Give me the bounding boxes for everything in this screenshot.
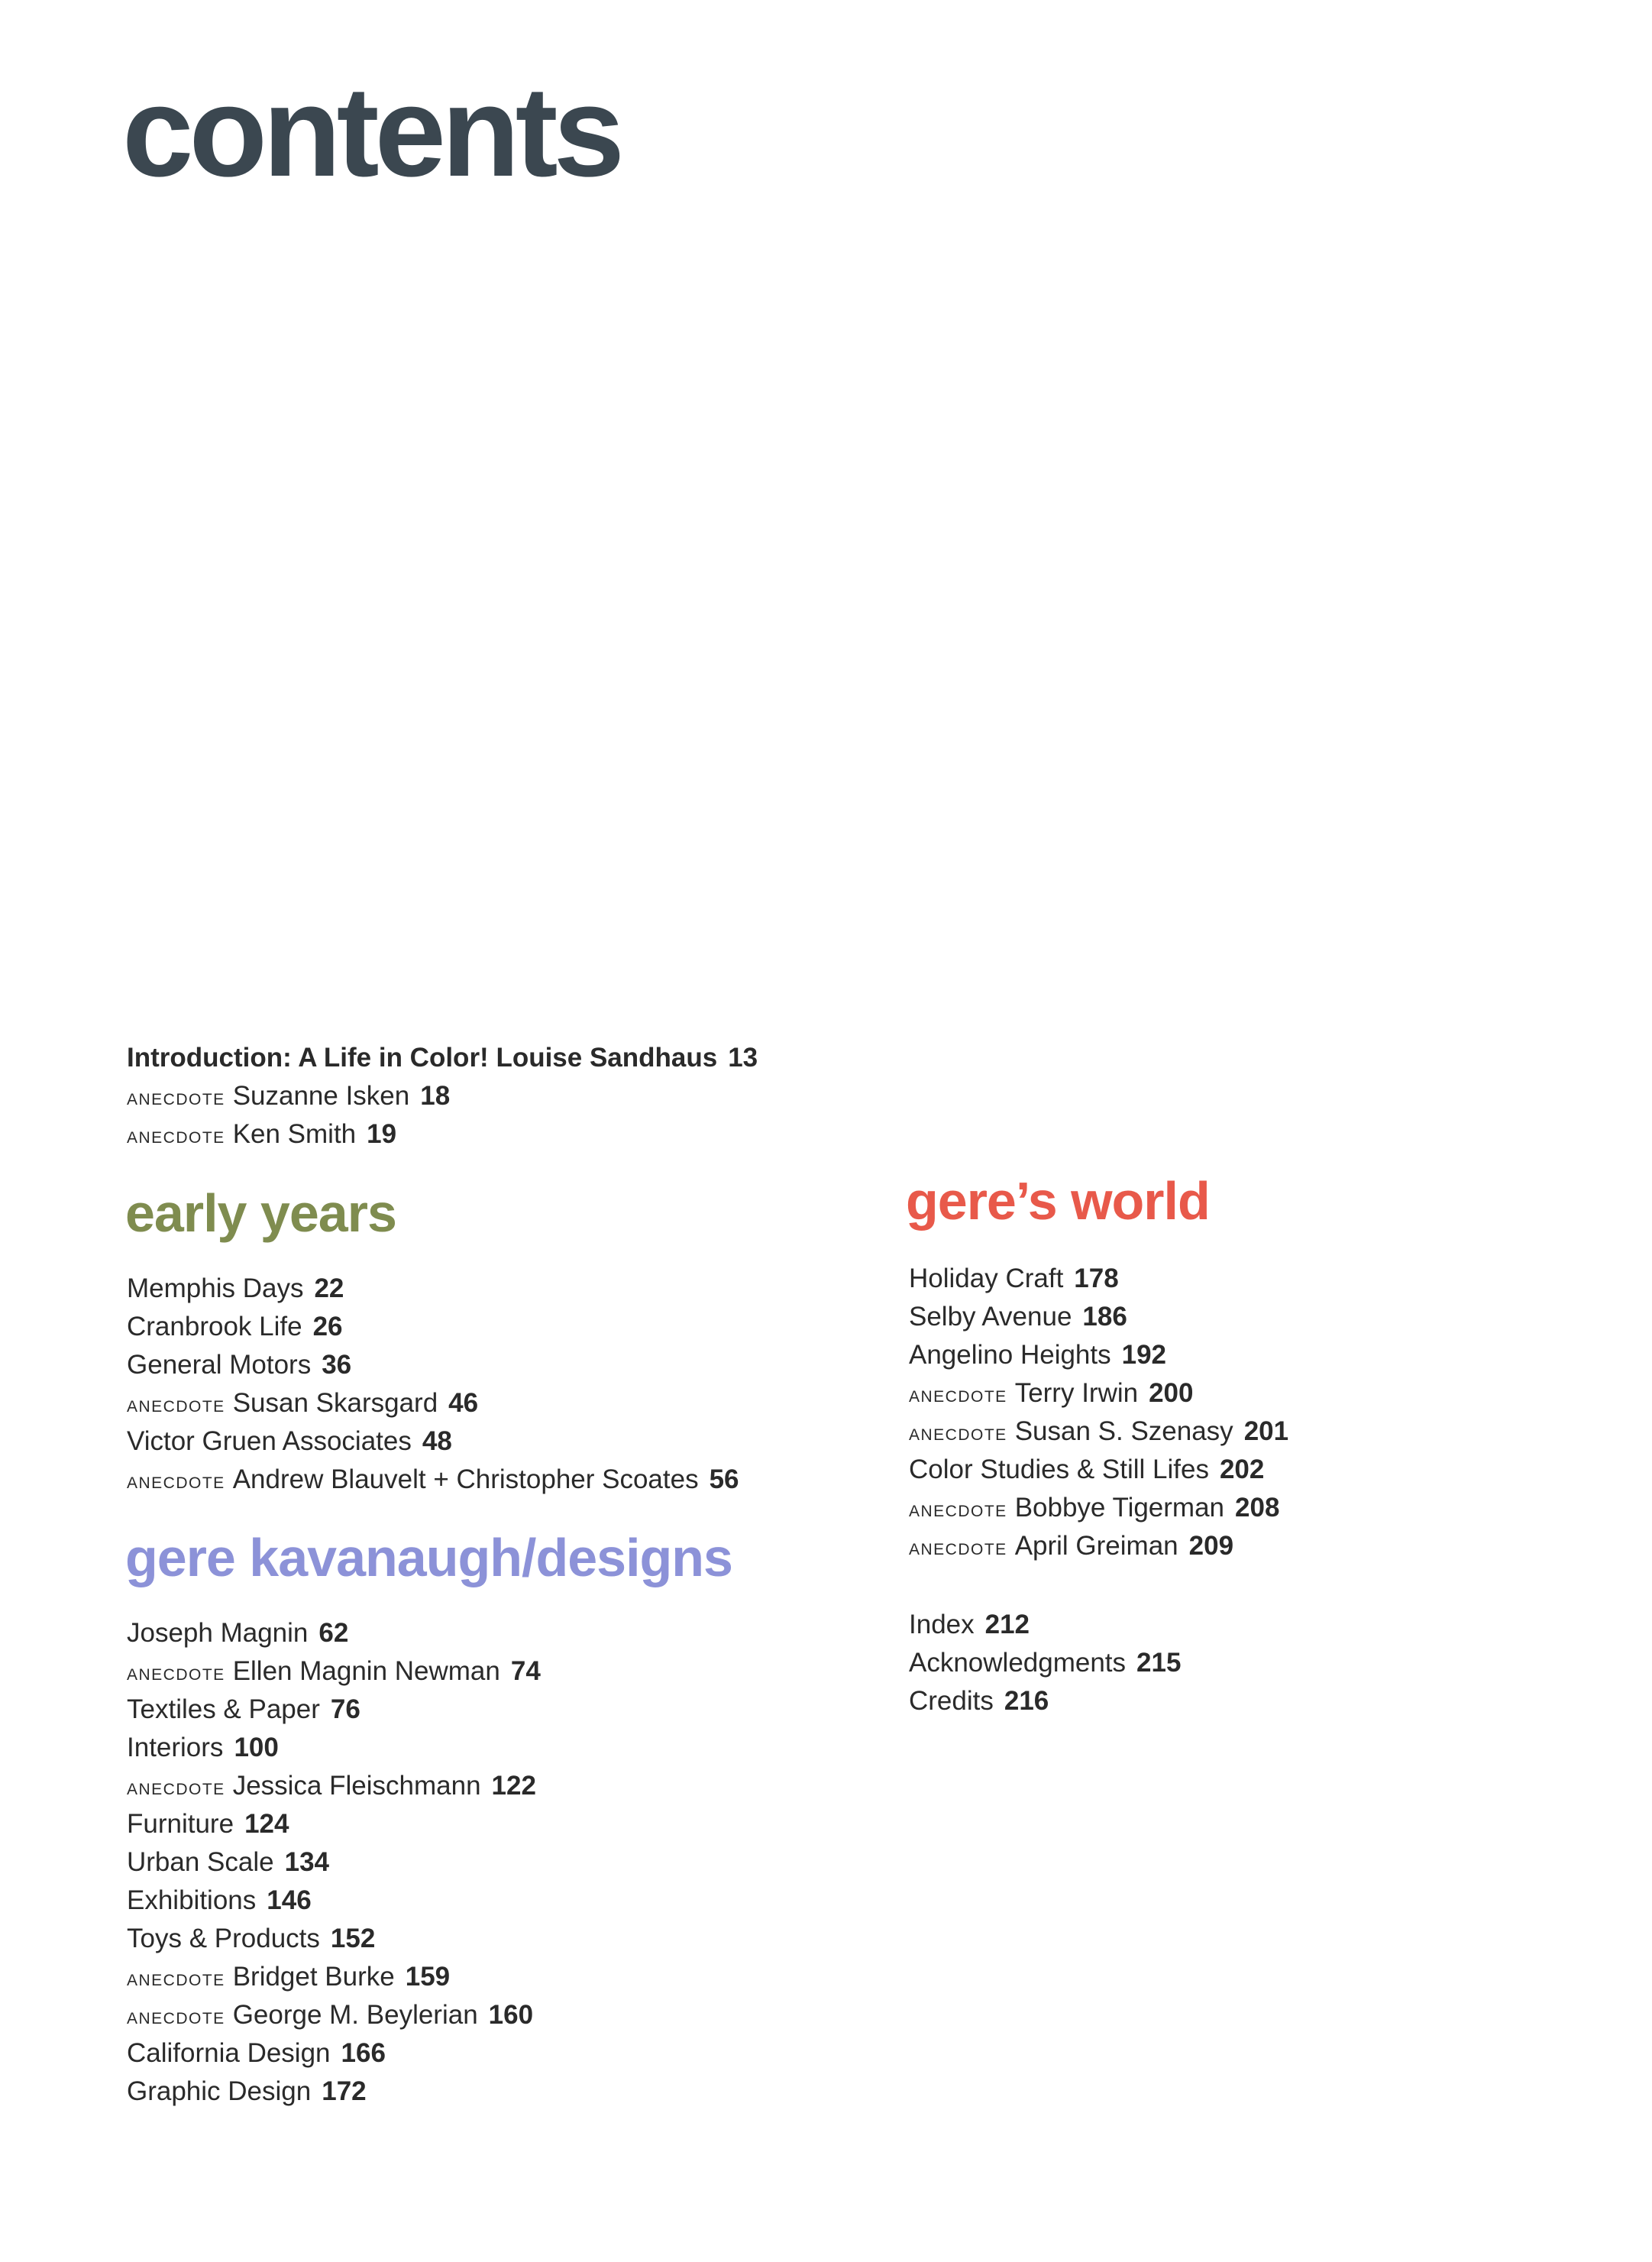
page-number: 209 bbox=[1188, 1531, 1234, 1561]
section-heading-geres-world: gere’s world bbox=[906, 1171, 1210, 1231]
toc-entry bbox=[127, 1422, 739, 1461]
entry-title: Acknowledgments bbox=[909, 1648, 1127, 1678]
page-number: 146 bbox=[267, 1885, 312, 1915]
anecdote-label: ANECDOTE bbox=[127, 1474, 225, 1492]
page-title: contents bbox=[122, 60, 621, 203]
page-number: 208 bbox=[1235, 1493, 1280, 1523]
entry-title: Toys & Products bbox=[127, 1924, 320, 1953]
entry-title: California Design bbox=[127, 2038, 331, 2068]
toc-entry bbox=[127, 1958, 541, 1996]
anecdote-label: ANECDOTE bbox=[127, 1972, 225, 1989]
entry-title: Index bbox=[909, 1610, 975, 1639]
toc-entry bbox=[127, 1920, 541, 1958]
toc-entry bbox=[909, 1413, 1288, 1451]
page-number: 48 bbox=[422, 1426, 452, 1456]
geres-world-list bbox=[909, 1260, 1288, 1565]
anecdote-label: ANECDOTE bbox=[909, 1388, 1007, 1406]
toc-entry bbox=[127, 1614, 541, 1652]
page-number: 186 bbox=[1082, 1302, 1127, 1332]
early-years-list bbox=[127, 1270, 739, 1499]
page-number: 56 bbox=[709, 1464, 739, 1494]
page-number: 134 bbox=[284, 1847, 330, 1877]
anecdote-label: ANECDOTE bbox=[909, 1541, 1007, 1558]
entry-title: Joseph Magnin bbox=[127, 1618, 309, 1648]
entry-title: General Motors bbox=[127, 1350, 312, 1380]
anecdote-label: ANECDOTE bbox=[127, 1091, 225, 1108]
entry-title: Exhibitions bbox=[127, 1885, 257, 1915]
page-number: 178 bbox=[1074, 1264, 1119, 1293]
section-heading-designs: gere kavanaugh/designs bbox=[125, 1528, 732, 1587]
page-number: 216 bbox=[1004, 1686, 1049, 1716]
entry-title: Introduction: A Life in Color! Louise Sandhaus bbox=[127, 1043, 718, 1073]
toc-entry bbox=[127, 1843, 541, 1882]
toc-entry bbox=[127, 1115, 758, 1154]
entry-title: Suzanne Isken bbox=[232, 1081, 410, 1111]
page-number: 122 bbox=[491, 1771, 536, 1801]
toc-entry bbox=[909, 1527, 1288, 1565]
entry-title: Bobbye Tigerman bbox=[1014, 1493, 1225, 1523]
page-number: 18 bbox=[420, 1081, 451, 1111]
toc-entry bbox=[127, 1461, 739, 1499]
toc-entry bbox=[909, 1682, 1181, 1720]
toc-entry bbox=[909, 1374, 1288, 1413]
anecdote-label: ANECDOTE bbox=[909, 1503, 1007, 1520]
page-number: 19 bbox=[367, 1119, 397, 1149]
entry-title: Textiles & Paper bbox=[127, 1694, 320, 1724]
page-number: 26 bbox=[312, 1312, 343, 1341]
page-number: 124 bbox=[244, 1809, 289, 1839]
toc-entry bbox=[127, 1384, 739, 1422]
toc-entry bbox=[909, 1451, 1288, 1489]
entry-title: Cranbrook Life bbox=[127, 1312, 302, 1341]
page-number: 172 bbox=[322, 2076, 367, 2106]
toc-entry bbox=[909, 1489, 1288, 1527]
entry-title: Angelino Heights bbox=[909, 1340, 1111, 1370]
entry-title: Susan Skarsgard bbox=[232, 1388, 438, 1418]
entry-title: Interiors bbox=[127, 1733, 224, 1762]
toc-entry bbox=[909, 1644, 1181, 1682]
page-number: 36 bbox=[322, 1350, 352, 1380]
toc-entry bbox=[127, 2034, 541, 2073]
toc-entry bbox=[127, 2073, 541, 2111]
entry-title: Terry Irwin bbox=[1014, 1378, 1139, 1408]
page-number: 166 bbox=[341, 2038, 386, 2068]
toc-entry bbox=[127, 1308, 739, 1346]
designs-list bbox=[127, 1614, 541, 2111]
anecdote-label: ANECDOTE bbox=[127, 2010, 225, 2027]
page-number: 200 bbox=[1149, 1378, 1194, 1408]
entry-title: Ken Smith bbox=[232, 1119, 357, 1149]
page-number: 192 bbox=[1121, 1340, 1167, 1370]
toc-entry bbox=[127, 1270, 739, 1308]
toc-entry bbox=[127, 1805, 541, 1843]
toc-entry bbox=[127, 1882, 541, 1920]
page-number: 76 bbox=[330, 1694, 360, 1724]
entry-title: George M. Beylerian bbox=[232, 2000, 478, 2030]
entry-title: Credits bbox=[909, 1686, 994, 1716]
page-number: 100 bbox=[234, 1733, 279, 1762]
section-heading-early-years: early years bbox=[125, 1183, 396, 1243]
page-number: 74 bbox=[510, 1656, 541, 1686]
toc-entry bbox=[909, 1336, 1288, 1374]
page-number: 13 bbox=[728, 1043, 758, 1073]
toc-entry bbox=[909, 1298, 1288, 1336]
toc-entry bbox=[127, 1346, 739, 1384]
page-number: 212 bbox=[984, 1610, 1030, 1639]
toc-entry bbox=[127, 1729, 541, 1767]
entry-title: Victor Gruen Associates bbox=[127, 1426, 412, 1456]
entry-title: April Greiman bbox=[1014, 1531, 1178, 1561]
page-number: 22 bbox=[314, 1273, 344, 1303]
anecdote-label: ANECDOTE bbox=[127, 1398, 225, 1416]
entry-title: Selby Avenue bbox=[909, 1302, 1072, 1332]
toc-entry bbox=[909, 1260, 1288, 1298]
page-number: 160 bbox=[488, 2000, 534, 2030]
entry-title: Urban Scale bbox=[127, 1847, 274, 1877]
entry-title: Jessica Fleischmann bbox=[232, 1771, 481, 1801]
toc-entry bbox=[127, 1652, 541, 1691]
entry-title: Bridget Burke bbox=[232, 1962, 395, 1992]
anecdote-label: ANECDOTE bbox=[909, 1426, 1007, 1444]
intro-list bbox=[127, 1039, 758, 1154]
toc-entry bbox=[127, 1996, 541, 2034]
anecdote-label: ANECDOTE bbox=[127, 1129, 225, 1147]
entry-title: Ellen Magnin Newman bbox=[232, 1656, 500, 1686]
toc-entry bbox=[127, 1077, 758, 1115]
page-number: 46 bbox=[448, 1388, 479, 1418]
toc-entry bbox=[127, 1767, 541, 1805]
toc-entry bbox=[909, 1606, 1181, 1644]
entry-title: Furniture bbox=[127, 1809, 234, 1839]
entry-title: Andrew Blauvelt + Christopher Scoates bbox=[232, 1464, 699, 1494]
back-matter-list bbox=[909, 1606, 1181, 1720]
page-number: 62 bbox=[318, 1618, 349, 1648]
page-number: 201 bbox=[1243, 1416, 1289, 1446]
entry-title: Holiday Craft bbox=[909, 1264, 1064, 1293]
toc-entry bbox=[127, 1039, 758, 1077]
entry-title: Color Studies & Still Lifes bbox=[909, 1455, 1209, 1484]
page-number: 159 bbox=[405, 1962, 451, 1992]
toc-entry bbox=[127, 1691, 541, 1729]
entry-title: Memphis Days bbox=[127, 1273, 304, 1303]
page-number: 202 bbox=[1219, 1455, 1265, 1484]
entry-title: Susan S. Szenasy bbox=[1014, 1416, 1233, 1446]
anecdote-label: ANECDOTE bbox=[127, 1666, 225, 1684]
entry-title: Graphic Design bbox=[127, 2076, 312, 2106]
page-number: 215 bbox=[1136, 1648, 1182, 1678]
page-number: 152 bbox=[330, 1924, 376, 1953]
anecdote-label: ANECDOTE bbox=[127, 1781, 225, 1798]
